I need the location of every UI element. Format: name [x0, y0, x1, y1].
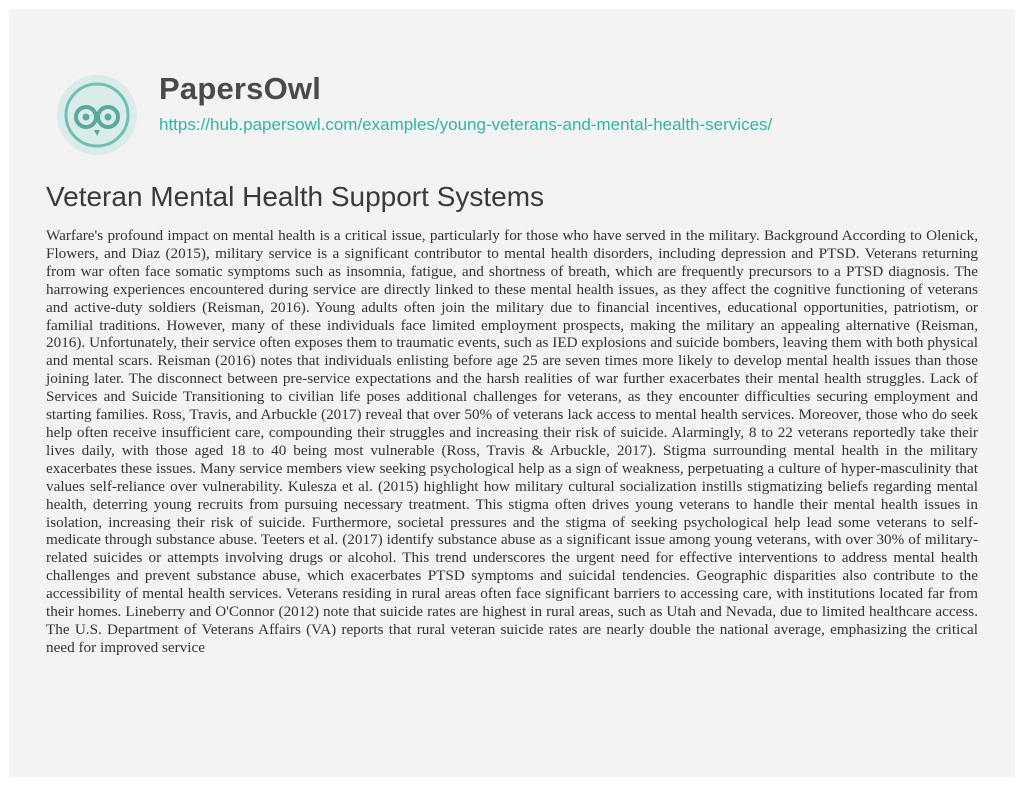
page-title: Veteran Mental Health Support Systems — [46, 181, 545, 212]
document-page — [9, 9, 1015, 777]
article-body: Warfare's profound impact on mental health is a critical issue, particularly for those who have served in the military. Background According to Olenick, Flowers, and Diaz (2015), military service is a significant contributor to mental health disorders, including depression and PTSD. Veterans returning from war often face somatic symptoms such as insomnia, fatigue, and shortness of breath, which are frequently precursors to a PTSD diagnosis. The harrowing experiences encountered during service are directly linked to these mental health issues, as they affect the cognitive functioning of veterans and active-duty soldiers (Reisman, 2016). Young adults often join the military due to financial incentives, educational opportunities, patriotism, or familial traditions. However, many of these individuals face limited employment prospects, making the military an appealing alternative (Reisman, 2016). Unfortunately, their service often exposes them to traumatic events, such as IED explosions and suicide bombers, leaving them with both physical and mental scars. Reisman (2016) notes that individuals enlisting before age 25 are seven times more likely to develop mental health issues than those joining later. The disconnect between pre-service expectations and the harsh realities of war further exacerbates their mental health struggles. Lack of Services and Suicide Transitioning to civilian life poses additional challenges for veterans, as they encounter difficulties securing employment and starting families. Ross, Travis, and Arbuckle (2017) reveal that over 50% of veterans lack access to mental health services. Moreover, those who do seek help often receive insufficient care, compounding their struggles and increasing their risk of suicide. Alarmingly, 8 to 22 veterans reportedly take their lives daily, with those aged 18 to 40 being most vulnerable (Ross, Travis & Arbuckle, 2017). Stigma surrounding mental health in the military exacerbates these issues. Many service members view seeking psychological help as a sign of weakness, perpetuating a culture of hyper-masculinity that values self-reliance over vulnerability. Kulesza et al. (2015) highlight how military cultural socialization instills stigmatizing beliefs regarding mental health, deterring young recruits from pursuing necessary treatment. This stigma often drives young veterans to handle their mental health issues in isolation, increasing their risk of suicide. Furthermore, societal pressures and the stigma of seeking psychological help lead some veterans to self-medicate through substance abuse. Teeters et al. (2017) identify substance abuse as a significant issue among young veterans, with over 30% of military-related suicides or attempts involving drugs or alcohol. This trend underscores the urgent need for effective interventions to address mental health challenges and prevent substance abuse, which exacerbates PTSD symptoms and suicidal tendencies. Geographic disparities also contribute to the accessibility of mental health services. Veterans residing in rural areas often face significant barriers to accessing care, with institutions located far from their homes. Lineberry and O'Connor (2012) note that suicide rates are highest in rural areas, such as Utah and Nevada, due to limited healthcare access. The U.S. Department of Veterans Affairs (VA) reports that rural veteran suicide rates are nearly double the national average, emphasizing the critical need for improved service — [46, 227, 978, 656]
source-url-link[interactable]: https://hub.papersowl.com/examples/young-veterans-and-mental-health-services/ — [159, 115, 773, 134]
brand-name: PapersOwl — [159, 71, 322, 106]
site-header — [55, 69, 955, 149]
owl-logo-icon — [55, 73, 139, 157]
